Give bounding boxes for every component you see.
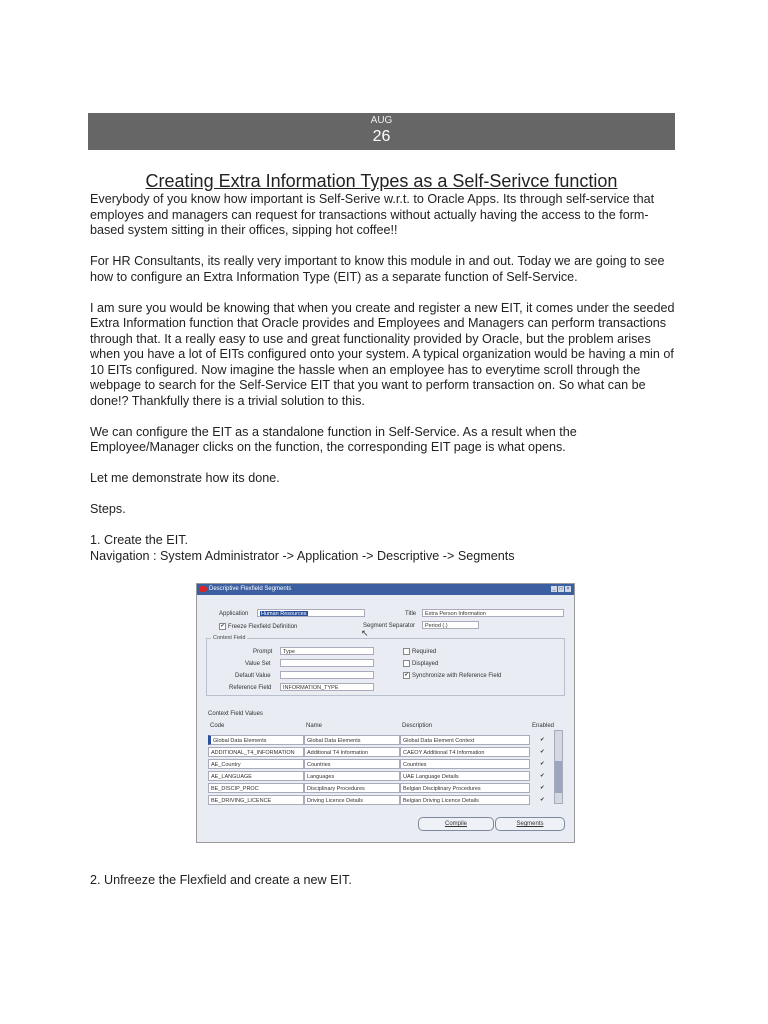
displayed-checkbox[interactable]: [403, 660, 410, 667]
oracle-logo-icon: [199, 586, 207, 592]
context-field-title: Context Field: [213, 635, 246, 641]
column-header-name: Name: [306, 723, 323, 729]
paragraph: [90, 533, 680, 564]
segment-separator-select[interactable]: Period (.): [422, 621, 479, 629]
maximize-icon[interactable]: □: [559, 586, 563, 592]
segments-button[interactable]: Segments: [495, 817, 565, 831]
title-field[interactable]: Extra Person Information: [422, 609, 564, 617]
column-header-enabled: Enabled: [532, 723, 555, 729]
table-row[interactable]: ADDITIONAL_T4_INFORMATION Additional T4 Information CAEOY Additional T4 Information ✔: [208, 746, 548, 758]
post-title[interactable]: Creating Extra Information Types as a Self-Serivce function: [145, 171, 618, 191]
application-label: Application: [219, 611, 249, 617]
table-row[interactable]: Global Data Elements Global Data Elements Global Data Element Context ✔: [208, 734, 548, 746]
reference-field-label: Reference Field: [229, 685, 272, 691]
paragraph: For HR Consultants, its really very important to know this module in and out. Today we are going to see how to configure an Extra Information Type (EIT) as a separate function of Self-Service.: [90, 254, 665, 284]
synchronize-checkbox[interactable]: ✔: [404, 672, 409, 678]
date-day: 26: [372, 128, 391, 145]
enabled-checkbox[interactable]: ✔: [540, 785, 545, 791]
paragraph: Steps.: [90, 502, 126, 516]
window-title: Descriptive Flexfield Segments: [209, 586, 292, 592]
table-row[interactable]: AE_LANGUAGE Languages UAE Language Details ✔: [208, 770, 548, 782]
context-values-table: [208, 734, 548, 806]
table-scrollbar[interactable]: [554, 730, 563, 804]
window-titlebar: [197, 584, 574, 595]
enabled-checkbox[interactable]: ✔: [540, 761, 545, 767]
prompt-label: Prompt: [253, 649, 273, 655]
table-row[interactable]: AE_Country Countries Countries ✔: [208, 758, 548, 770]
synchronize-checkbox-label[interactable]: ✔ Synchronize with Reference Field: [404, 672, 502, 680]
column-header-description: Description: [402, 723, 433, 729]
enabled-checkbox[interactable]: ✔: [540, 773, 545, 779]
close-icon[interactable]: ×: [566, 586, 570, 592]
step2-text: 2. Unfreeze the Flexfield and create a new EIT.: [90, 873, 352, 887]
default-value-label: Default Value: [235, 673, 271, 679]
step1-line1: 1. Create the EIT.: [90, 533, 189, 547]
segment-separator-label: Segment Separator: [363, 623, 416, 629]
enabled-checkbox[interactable]: ✔: [540, 737, 545, 743]
paragraph: Let me demonstrate how its done.: [90, 471, 280, 485]
value-set-field[interactable]: [280, 659, 374, 667]
table-row[interactable]: BE_DISCIP_PROC Disciplinary Procedures Belgian Disciplinary Procedures ✔: [208, 782, 548, 794]
oracle-form-screenshot: [196, 583, 575, 843]
column-header-code: Code: [210, 723, 225, 729]
paragraph: I am sure you would be knowing that when you create and register a new EIT, it comes under the seeded Extra Information function that Oracle provides and Employees and Managers can perform transactions through that. It a really easy to use and great functionality provided by Oracle, but the problem arises when you have a lot of EITs configured onto your system. A typical organization would be having a min of 10 EITs configured. Now imagine the hassle when an employee has to everytime scroll through the webpage to search for the Self-Service EIT that you want to perform transaction on. So what can be done!? Thankfully there is a trivial solution to this.: [90, 300, 675, 408]
step1-line2: Navigation : System Administrator -> Application -> Descriptive -> Segments: [90, 548, 515, 563]
date-bar: [88, 113, 675, 150]
required-checkbox-label[interactable]: Required: [403, 648, 436, 655]
freeze-checkbox[interactable]: ✔: [220, 623, 225, 629]
paragraph: Everybody of you know how important is Self-Serive w.r.t. to Oracle Apps. Its through self-service that employes and managers can request for transactions without actually having the access to the form-based system sitting in their offices, sipping hot coffee!!: [90, 192, 655, 237]
required-checkbox[interactable]: [403, 648, 410, 655]
table-row[interactable]: BE_DRIVING_LICENCE Driving Licence Details Belgian Driving Licence Details ✔: [208, 794, 548, 806]
default-value-field[interactable]: [280, 671, 374, 679]
title-label: Title: [405, 611, 417, 617]
scrollbar-thumb[interactable]: [555, 761, 562, 793]
step2-section: [90, 873, 680, 889]
paragraph: We can configure the EIT as a standalone function in Self-Service. As a result when the Employee/Manager clicks on the function, the corresponding EIT page is what opens.: [90, 424, 577, 454]
window-controls: [550, 586, 571, 592]
date-month: AUG: [370, 115, 393, 126]
mouse-cursor-icon: ↖: [361, 628, 369, 638]
enabled-checkbox[interactable]: ✔: [540, 797, 545, 803]
freeze-checkbox-label[interactable]: ✔ Freeze Flexfield Definition: [220, 623, 298, 631]
compile-button[interactable]: Compile: [418, 817, 494, 831]
minimize-icon[interactable]: _: [552, 586, 556, 592]
context-values-title: Context Field Values: [208, 711, 263, 717]
reference-field[interactable]: INFORMATION_TYPE: [280, 683, 374, 691]
application-field[interactable]: Human Resources: [257, 609, 365, 617]
value-set-label: Value Set: [245, 661, 271, 667]
prompt-field[interactable]: Type: [280, 647, 374, 655]
enabled-checkbox[interactable]: ✔: [540, 749, 545, 755]
displayed-checkbox-label[interactable]: Displayed: [403, 660, 438, 667]
post-body: [90, 192, 680, 564]
